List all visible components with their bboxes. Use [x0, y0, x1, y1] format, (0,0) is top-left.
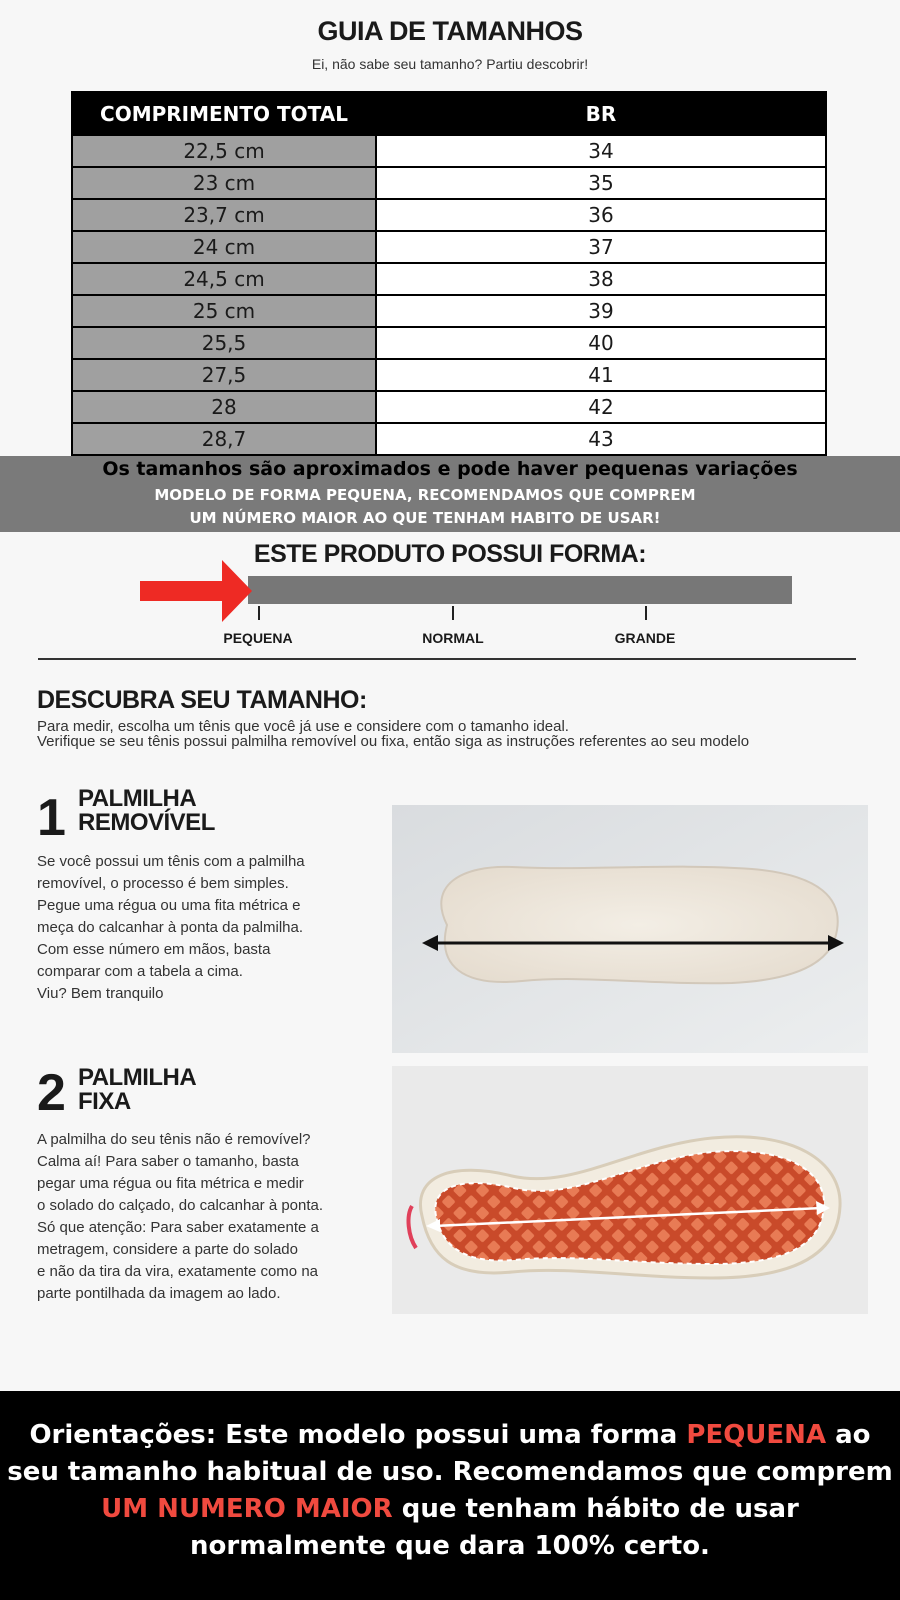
warning-model-line2: UM NÚMERO MAIOR AO QUE TENHAM HABITO DE USAR!: [189, 509, 661, 527]
size-table: [71, 91, 827, 456]
table-row: [72, 327, 826, 359]
discover-text-2: Verifique se seu tênis possui palmilha removível ou fixa, então siga as instruções referentes ao seu modelo: [37, 733, 750, 750]
red-arrow-icon: [140, 581, 225, 601]
br-size-cell: 36: [376, 199, 826, 231]
footer-text-part3: que tenham hábito de usar normalmente que dara 100% certo.: [190, 1494, 799, 1561]
br-size-cell: 37: [376, 231, 826, 263]
step2-number: 2: [37, 1064, 66, 1122]
step2-body-line: Calma aí! Para saber o tamanho, basta: [37, 1153, 299, 1170]
footer-highlight-pequena: PEQUENA: [686, 1420, 827, 1450]
step1-title-line1: PALMILHA: [78, 785, 197, 812]
table-row: [72, 135, 826, 167]
sole-illustration: [392, 1066, 868, 1314]
br-size-cell: 39: [376, 295, 826, 327]
length-cell: 25,5: [72, 327, 376, 359]
step2-body-line: o solado do calçado, do calcanhar à ponta.: [37, 1197, 324, 1214]
discover-text-1: Para medir, escolha um tênis que você já use e considere com o tamanho ideal.: [37, 718, 569, 735]
shape-scale-bar: [248, 576, 792, 604]
step1-body-line: Pegue uma régua ou uma fita métrica e: [37, 897, 301, 914]
length-cell: 24,5 cm: [72, 263, 376, 295]
table-row: [72, 295, 826, 327]
step2-title-line2: FIXA: [78, 1088, 131, 1115]
tick-grande: [645, 606, 647, 620]
warning-approx: Os tamanhos são aproximados e pode haver pequenas variações: [102, 458, 798, 480]
table-row: [72, 231, 826, 263]
br-size-cell: 35: [376, 167, 826, 199]
step2-body-line: parte pontilhada da imagem ao lado.: [37, 1285, 281, 1302]
insole-illustration: [392, 805, 868, 1053]
step2-body-line: Só que atenção: Para saber exatamente a: [37, 1219, 319, 1236]
step2-body-line: pegar uma régua ou fita métrica e medir: [37, 1175, 304, 1192]
footer-highlight-um-numero-maior: UM NUMERO MAIOR: [101, 1494, 393, 1524]
step1-body-line: Se você possui um tênis com a palmilha: [37, 853, 305, 870]
step2-body: [37, 1129, 323, 1305]
length-cell: 25 cm: [72, 295, 376, 327]
shape-label-grande: GRANDE: [614, 630, 676, 646]
size-warning-band: [0, 456, 900, 532]
step2-body-line: A palmilha do seu tênis não é removível?: [37, 1131, 311, 1148]
step1-body-line: Viu? Bem tranquilo: [37, 985, 164, 1002]
discover-title: DESCUBRA SEU TAMANHO:: [37, 686, 367, 714]
column-header-length: COMPRIMENTO TOTAL: [72, 92, 376, 135]
warning-model-line1: MODELO DE FORMA PEQUENA, RECOMENDAMOS QUE COMPREM: [154, 486, 696, 504]
table-row: [72, 263, 826, 295]
br-size-cell: 40: [376, 327, 826, 359]
step1-body-line: Com esse número em mãos, basta: [37, 941, 271, 958]
tick-normal: [452, 606, 454, 620]
step1-number: 1: [37, 789, 66, 847]
footer-text-part2: ao seu tamanho habitual de uso. Recomendamos que comprem: [7, 1420, 893, 1487]
br-size-cell: 43: [376, 423, 826, 455]
length-cell: 24 cm: [72, 231, 376, 263]
step2-body-line: metragem, considere a parte do solado: [37, 1241, 298, 1258]
section-divider: [38, 658, 856, 660]
step2-body-line: e não da tira da vira, exatamente como na: [37, 1263, 319, 1280]
shape-title: ESTE PRODUTO POSSUI FORMA:: [253, 540, 647, 568]
page-subtitle: Ei, não sabe seu tamanho? Partiu descobrir!: [311, 56, 589, 72]
orientation-text: [0, 1417, 900, 1565]
table-header-row: [72, 92, 826, 135]
length-cell: 28: [72, 391, 376, 423]
br-size-cell: 38: [376, 263, 826, 295]
table-body: [72, 135, 826, 455]
br-size-cell: 42: [376, 391, 826, 423]
step1-title-line2: REMOVÍVEL: [78, 809, 215, 836]
footer-text-part1: Orientações: Este modelo possui uma forma: [29, 1420, 687, 1450]
orientation-footer: [0, 1391, 900, 1600]
red-arrow-head-icon: [222, 560, 252, 622]
column-header-br: BR: [376, 92, 826, 135]
tick-pequena: [258, 606, 260, 620]
step1-body-line: meça do calcanhar à ponta da palmilha.: [37, 919, 304, 936]
table-row: [72, 423, 826, 455]
length-cell: 22,5 cm: [72, 135, 376, 167]
removable-insole-image: [392, 805, 868, 1053]
page-title: GUIA DE TAMANHOS: [317, 16, 583, 46]
length-cell: 23 cm: [72, 167, 376, 199]
br-size-cell: 41: [376, 359, 826, 391]
step2-title-line1: PALMILHA: [78, 1064, 197, 1091]
table-row: [72, 391, 826, 423]
shape-label-pequena: PEQUENA: [223, 630, 293, 646]
length-cell: 28,7: [72, 423, 376, 455]
step1-body-line: comparar com a tabela a cima.: [37, 963, 243, 980]
step1-body: [37, 851, 305, 1005]
step1-body-line: removível, o processo é bem simples.: [37, 875, 289, 892]
table-row: [72, 359, 826, 391]
length-cell: 23,7 cm: [72, 199, 376, 231]
br-size-cell: 34: [376, 135, 826, 167]
table-row: [72, 199, 826, 231]
fixed-insole-sole-image: [392, 1066, 868, 1314]
shape-label-normal: NORMAL: [422, 630, 484, 646]
length-cell: 27,5: [72, 359, 376, 391]
table-row: [72, 167, 826, 199]
